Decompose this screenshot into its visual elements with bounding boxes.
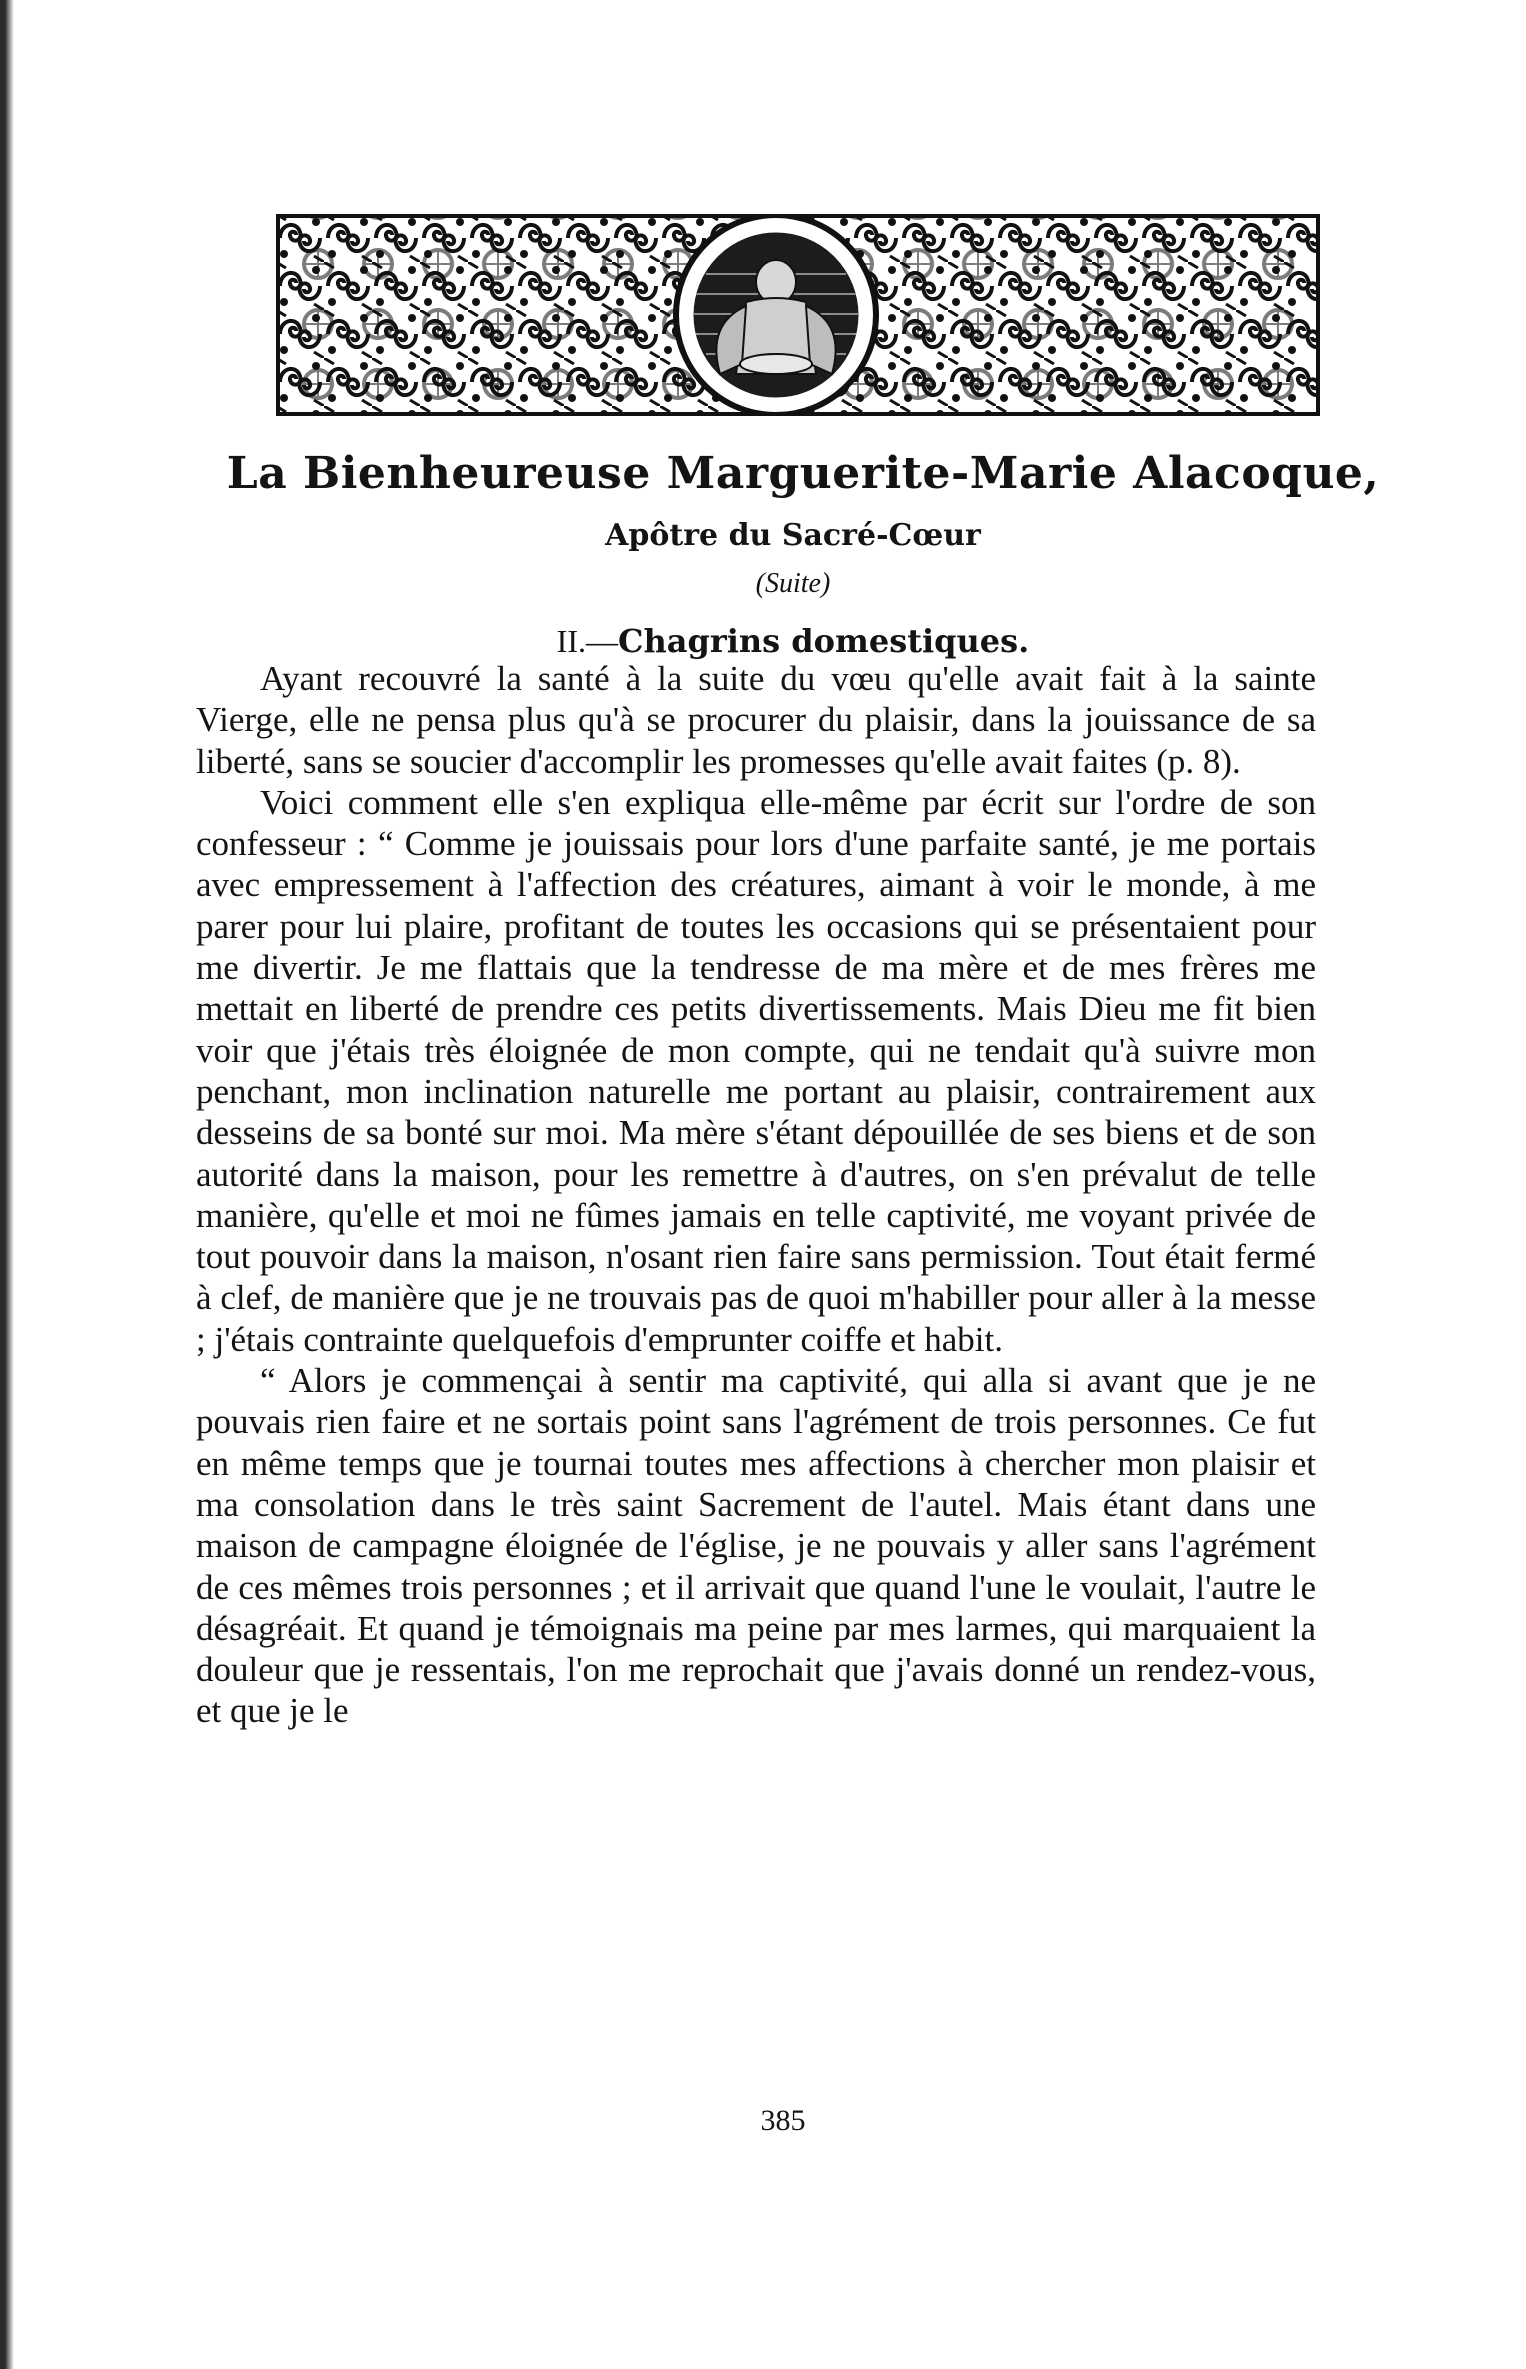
page-binding-edge	[0, 0, 14, 2369]
paragraph: Voici comment elle s'en expliqua elle-même par écrit sur l'ordre de son confesseur : “ Comme je jouissais pour lors d'une parfaite santé, je me portais avec empressement à l'affection des créatures, aimant à voir le monde, à me parer pour lui plaire, profitant de toutes les occasions qui se présentaient pour me divertir. Je me flattais que la tendresse de ma mère et de mes frères me mettait en liberté de prendre ces petits divertissements. Mais Dieu me fit bien voir que j'étais très éloignée de mon compte, qui ne tendait qu'à suivre mon penchant, mon inclination naturelle me portant au plaisir, contrairement aux desseins de sa bonté sur moi. Ma mère s'étant dépouillée de ses biens et de son autorité dans la maison, pour les remettre à d'autres, on s'en prévalut de telle manière, qu'elle et moi ne fûmes jamais en telle captivité, me voyant privée de tout pouvoir dans la maison, n'osant rien faire sans permission. Tout était fermé à clef, de manière que je ne trouvais pas de quoi m'habiller pour aller à la messe ; j'étais contrainte quelquefois d'emprunter coiffe et habit.	[196, 782, 1316, 1359]
paragraph: “ Alors je commençai à sentir ma captivité, qui alla si avant que je ne pouvais rien faire et ne sortais point sans l'agrément de trois personnes. Ce fut en même temps que je tournai toutes mes affections à chercher mon plaisir et ma consolation dans le très saint Sacrement de l'autel. Mais étant dans une maison de campagne éloignée de l'église, je ne pouvais y aller sans l'agrément de ces mêmes trois personnes ; et il arrivait que quand l'une le voulait, l'autre le désagréait. Et quand je témoignais ma peine par mes larmes, qui marquaient la douleur que je ressentais, l'on me reprochait que j'avais donné un rendez-vous, et que je le	[196, 1361, 1316, 1731]
paragraph: Ayant recouvré la santé à la suite du vœu qu'elle avait fait à la sainte Vierge, elle ne pensa plus qu'à se procurer du plaisir, dans la jouissance de sa liberté, sans se soucier d'accomplir les promesses qu'elle avait faites (p. 8).	[196, 659, 1316, 781]
body-text	[196, 658, 1316, 1732]
continuation-note: (Suite)	[755, 568, 831, 599]
section-number: II.—	[556, 623, 618, 659]
section-heading	[0, 622, 1526, 660]
article-title: La Bienheureuse Marguerite-Marie Alacoque,	[226, 448, 1380, 499]
decorative-headpiece-icon	[276, 214, 1320, 416]
section-title: Chagrins domestiques.	[617, 622, 1030, 660]
article-subtitle: Apôtre du Sacré-Cœur	[605, 518, 981, 553]
page-number: 385	[760, 2104, 806, 2137]
